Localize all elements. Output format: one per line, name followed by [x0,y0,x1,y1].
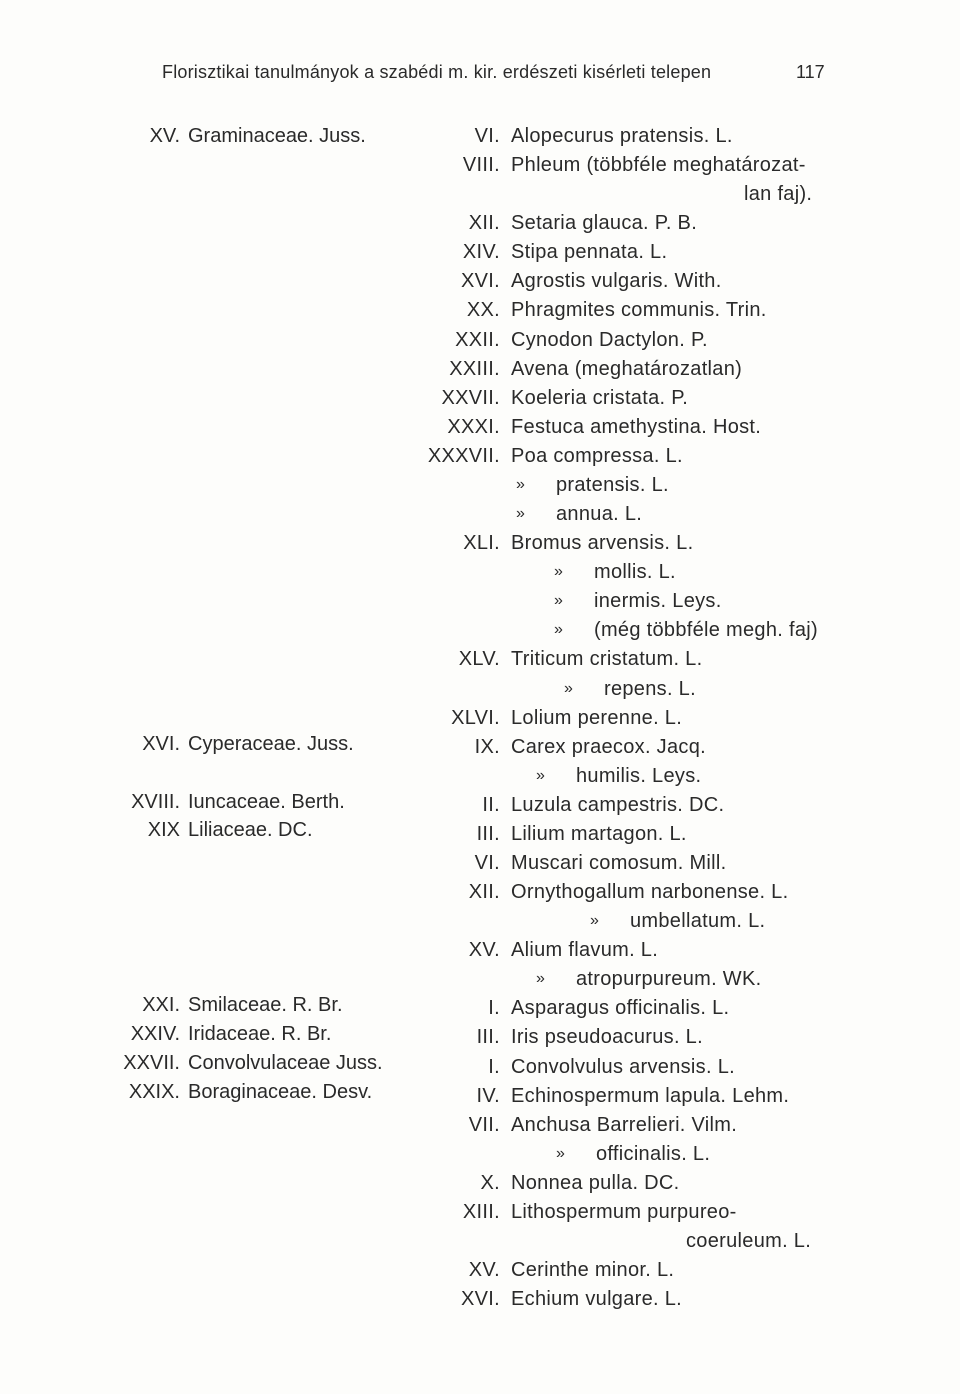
family-name: Liliaceae. DC. [188,819,313,841]
species-number: VII. [468,1114,500,1136]
species-number: VIII. [462,154,500,176]
species-number: XLI. [463,532,500,554]
family-name: Smilaceae. R. Br. [188,994,343,1016]
species-number: III. [476,1026,500,1048]
family-name: Iridaceae. R. Br. [188,1023,332,1045]
species-number: II. [482,794,500,816]
species-name: Cynodon Dactylon. P. [511,329,708,351]
ditto-mark: » [556,1145,566,1162]
family-number: XVIII. [131,791,180,813]
species-name: humilis. Leys. [576,765,702,787]
species-name: Echinospermum lapula. Lehm. [511,1085,790,1107]
ditto-mark: » [554,621,564,638]
species-name: lan faj). [744,183,813,205]
page-header [0,62,960,92]
species-name: Stipa pennata. L. [511,241,668,263]
species-name: Poa compressa. L. [511,445,683,467]
species-name: annua. L. [556,503,643,525]
ditto-mark: » [516,505,526,522]
species-name: Iris pseudoacurus. L. [511,1026,703,1048]
species-name: Lolium perenne. L. [511,707,683,729]
family-number: XVI. [142,733,180,755]
family-number: XXI. [142,994,180,1016]
species-name: officinalis. L. [596,1143,711,1165]
species-name: Koeleria cristata. P. [511,387,689,409]
species-number: XII. [468,881,500,903]
family-name: Convolvulaceae Juss. [188,1052,383,1074]
species-name: Phragmites communis. Trin. [511,299,767,321]
species-name: Luzula campestris. DC. [511,794,725,816]
family-name: Cyperaceae. Juss. [188,733,354,755]
species-name: Ornythogallum narbonense. L. [511,881,789,903]
species-number: XXXI. [447,416,500,438]
species-name: umbellatum. L. [630,910,766,932]
species-name: Alopecurus pratensis. L. [511,125,733,147]
species-number: III. [476,823,500,845]
species-name: Convolvulus arvensis. L. [511,1056,735,1078]
species-number: XIII. [462,1201,500,1223]
species-number: XXVII. [441,387,500,409]
species-name: Phleum (többféle meghatározat- [511,154,806,176]
ditto-mark: » [590,912,600,929]
species-number: I. [488,997,500,1019]
species-number: VI. [474,852,500,874]
family-number: XIX [147,819,180,841]
page-number: 117 [796,62,825,82]
species-name: Anchusa Barrelieri. Vilm. [511,1114,738,1136]
family-name: Graminaceae. Juss. [188,125,366,147]
species-number: IX. [474,736,500,758]
species-number: XXII. [455,329,500,351]
species-name: pratensis. L. [556,474,669,496]
running-title: Florisztikai tanulmányok a szabédi m. kir. erdészeti kisérleti telepen [162,62,712,82]
species-number: XV. [468,1259,500,1281]
family-number: XXIV. [130,1023,180,1045]
species-number: XXXVII. [427,445,500,467]
species-number: XLV. [458,648,500,670]
family-name: Iuncaceae. Berth. [188,791,345,813]
species-name: Avena (meghatározatlan) [511,358,743,380]
species-name: Lilium martagon. L. [511,823,687,845]
ditto-mark: » [516,476,526,493]
species-number: I. [488,1056,500,1078]
species-number: XXIII. [449,358,500,380]
species-number: VI. [474,125,500,147]
family-name: Boraginaceae. Desv. [188,1081,373,1103]
species-name: Echium vulgare. L. [511,1288,683,1310]
species-name: Triticum cristatum. L. [511,648,703,670]
ditto-mark: » [554,592,564,609]
species-name: Alium flavum. L. [511,939,659,961]
family-number: XXVII. [123,1052,180,1074]
species-name: Cerinthe minor. L. [511,1259,675,1281]
species-number: XIV. [462,241,500,263]
species-number: XV. [468,939,500,961]
species-number: XVI. [461,1288,500,1310]
species-number: XII. [468,212,500,234]
ditto-mark: » [536,767,546,784]
ditto-mark: » [536,970,546,987]
species-name: Setaria glauca. P. B. [511,212,698,234]
species-name: Agrostis vulgaris. With. [511,270,722,292]
species-number: XVI. [461,270,500,292]
species-name: mollis. L. [594,561,676,583]
family-number: XXIX. [128,1081,180,1103]
species-name: (még többféle megh. faj) [594,619,818,641]
species-name: Bromus arvensis. L. [511,532,694,554]
species-name: inermis. Leys. [594,590,722,612]
species-name: atropurpureum. WK. [576,968,762,990]
species-name: repens. L. [604,678,696,700]
species-name: Muscari comosum. Mill. [511,852,727,874]
species-name: Asparagus officinalis. L. [511,997,730,1019]
species-name: Lithospermum purpureo- [511,1201,737,1223]
species-name: coeruleum. L. [686,1230,812,1252]
species-number: XLVI. [451,707,500,729]
species-number: X. [480,1172,500,1194]
species-name: Nonnea pulla. DC. [511,1172,680,1194]
ditto-mark: » [564,680,574,697]
species-number: XX. [466,299,500,321]
species-name: Carex praecox. Jacq. [511,736,706,758]
species-name: Festuca amethystina. Host. [511,416,762,438]
family-number: XV. [149,125,180,147]
ditto-mark: » [554,563,564,580]
species-number: IV. [476,1085,500,1107]
